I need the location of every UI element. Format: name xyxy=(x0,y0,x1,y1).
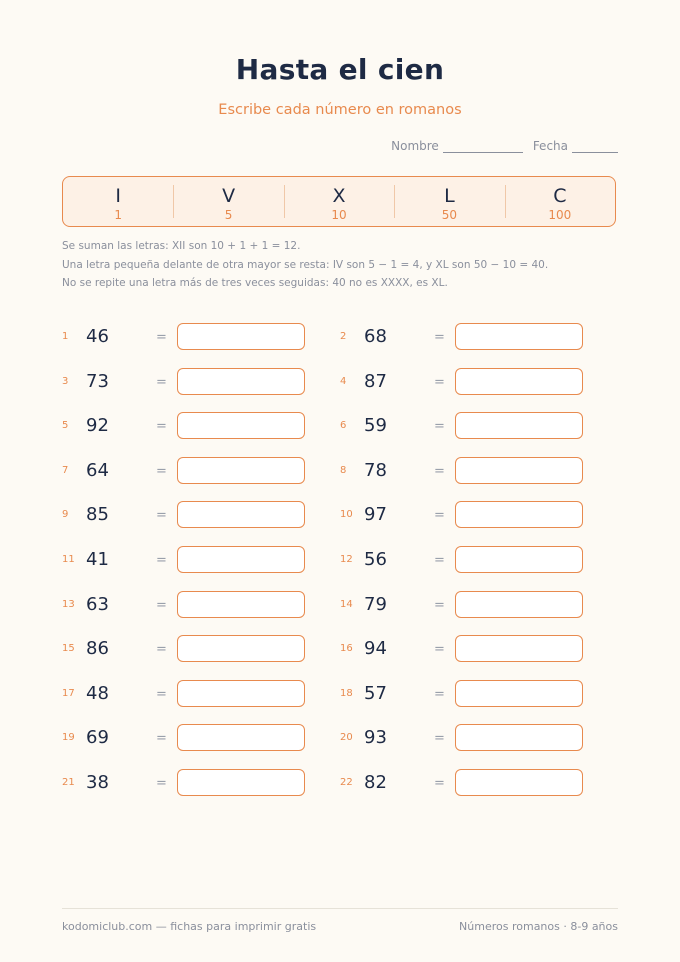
legend-cell xyxy=(505,177,615,226)
roman-numeral-legend xyxy=(62,176,616,227)
exercise-number: 3 xyxy=(62,375,69,387)
exercise-item xyxy=(340,769,600,799)
exercise-item xyxy=(340,724,600,754)
legend-cell xyxy=(173,177,283,226)
rules-text xyxy=(62,237,548,293)
name-date-fields xyxy=(391,139,618,153)
footer-divider xyxy=(62,908,618,909)
rule-line: Una letra pequeña delante de otra mayor se resta: IV son 5 − 1 = 4, y XL son 50 − 10 = 40. xyxy=(62,258,549,271)
date-label: Fecha xyxy=(532,139,568,153)
equals-sign: = xyxy=(156,731,167,747)
equals-sign: = xyxy=(156,686,167,702)
answer-box[interactable] xyxy=(455,412,583,439)
exercise-number: 12 xyxy=(340,554,353,565)
exercise-item xyxy=(62,546,322,576)
date-line[interactable] xyxy=(572,152,618,153)
equals-sign: = xyxy=(156,419,167,435)
legend-letter: C xyxy=(553,185,567,207)
answer-box[interactable] xyxy=(177,368,305,395)
exercise-value: 78 xyxy=(364,459,387,481)
answer-box[interactable] xyxy=(177,323,305,350)
answer-box[interactable] xyxy=(177,635,305,662)
legend-letter: I xyxy=(115,185,121,207)
answer-box[interactable] xyxy=(177,412,305,439)
exercise-item xyxy=(62,635,322,665)
answer-box[interactable] xyxy=(177,769,305,796)
answer-box[interactable] xyxy=(177,724,305,751)
page-title: Hasta el cien xyxy=(235,53,445,86)
exercise-value: 94 xyxy=(364,638,387,660)
exercise-value: 86 xyxy=(86,638,109,660)
equals-sign: = xyxy=(434,686,445,702)
equals-sign: = xyxy=(434,463,445,479)
exercise-value: 63 xyxy=(86,593,109,615)
rule-line: Se suman las letras: XII son 10 + 1 + 1 = 12. xyxy=(62,240,301,252)
exercise-item xyxy=(62,457,322,487)
page-subtitle: Escribe cada número en romanos xyxy=(218,102,462,118)
exercise-number: 21 xyxy=(62,777,75,788)
exercise-number: 17 xyxy=(62,687,75,699)
legend-cell xyxy=(63,177,173,226)
equals-sign: = xyxy=(434,731,445,747)
exercise-item xyxy=(340,412,600,442)
exercise-item xyxy=(340,591,600,621)
equals-sign: = xyxy=(434,330,445,345)
footer-site: kodomiclub.com — fichas para imprimir gratis xyxy=(62,920,317,933)
exercise-number: 9 xyxy=(62,509,69,521)
name-label: Nombre xyxy=(391,139,439,153)
legend-value: 5 xyxy=(224,208,233,222)
legend-cell xyxy=(394,177,504,226)
exercise-item xyxy=(340,323,600,353)
answer-box[interactable] xyxy=(455,501,583,528)
equals-sign: = xyxy=(156,508,167,524)
exercise-item xyxy=(62,412,322,442)
equals-sign: = xyxy=(156,553,167,568)
footer-topic: Números romanos · 8-9 años xyxy=(459,920,618,933)
answer-box[interactable] xyxy=(177,501,305,528)
exercise-number: 20 xyxy=(340,732,353,744)
exercise-value: 73 xyxy=(86,370,109,392)
exercise-value: 97 xyxy=(364,504,387,526)
exercise-value: 59 xyxy=(364,415,387,437)
exercise-value: 48 xyxy=(86,682,109,704)
exercise-value: 68 xyxy=(364,326,387,347)
exercise-value: 93 xyxy=(364,727,387,749)
exercise-number: 18 xyxy=(340,687,353,699)
legend-letter: V xyxy=(222,185,236,207)
equals-sign: = xyxy=(434,776,445,791)
exercise-value: 41 xyxy=(86,549,109,570)
exercise-item xyxy=(62,323,322,353)
exercise-number: 16 xyxy=(340,643,353,655)
equals-sign: = xyxy=(156,776,167,791)
legend-cell xyxy=(284,177,394,226)
exercise-number: 13 xyxy=(62,598,75,610)
exercise-value: 85 xyxy=(86,504,109,526)
exercise-item xyxy=(340,457,600,487)
legend-value: 50 xyxy=(441,208,458,222)
answer-box[interactable] xyxy=(455,724,583,751)
legend-value: 10 xyxy=(331,208,347,222)
rule-line: No se repite una letra más de tres veces seguidas: 40 no es XXXX, es XL. xyxy=(62,277,448,289)
answer-box[interactable] xyxy=(177,546,305,573)
equals-sign: = xyxy=(156,330,167,345)
exercise-item xyxy=(340,546,600,576)
exercise-value: 38 xyxy=(86,772,109,793)
exercise-value: 46 xyxy=(86,326,109,347)
exercise-number: 22 xyxy=(340,777,353,788)
equals-sign: = xyxy=(434,642,445,658)
exercise-value: 87 xyxy=(364,370,387,392)
exercise-number: 14 xyxy=(340,598,353,610)
equals-sign: = xyxy=(434,553,445,568)
exercise-number: 7 xyxy=(62,464,69,476)
equals-sign: = xyxy=(434,419,445,435)
exercise-number: 8 xyxy=(340,464,347,476)
exercise-value: 82 xyxy=(364,772,387,793)
exercise-item xyxy=(62,368,322,398)
legend-value: 1 xyxy=(114,208,123,222)
exercise-number: 11 xyxy=(62,554,75,565)
exercise-number: 10 xyxy=(340,509,353,521)
answer-box[interactable] xyxy=(455,546,583,573)
equals-sign: = xyxy=(434,597,445,613)
equals-sign: = xyxy=(156,642,167,658)
name-field[interactable] xyxy=(391,139,523,153)
exercise-item xyxy=(62,501,322,531)
answer-box[interactable] xyxy=(177,457,305,484)
equals-sign: = xyxy=(156,374,167,390)
equals-sign: = xyxy=(434,374,445,390)
exercise-number: 5 xyxy=(62,420,69,432)
exercise-value: 79 xyxy=(364,593,387,615)
exercise-number: 15 xyxy=(62,643,75,655)
answer-box[interactable] xyxy=(177,680,305,707)
exercise-value: 64 xyxy=(86,459,109,481)
exercise-item xyxy=(340,635,600,665)
answer-box[interactable] xyxy=(455,635,583,662)
exercise-item xyxy=(340,680,600,710)
exercise-item xyxy=(340,501,600,531)
equals-sign: = xyxy=(156,463,167,479)
exercise-number: 1 xyxy=(62,331,69,342)
legend-value: 100 xyxy=(548,208,572,222)
date-field[interactable] xyxy=(533,139,618,153)
legend-letter: L xyxy=(444,185,455,207)
answer-box[interactable] xyxy=(455,457,583,484)
equals-sign: = xyxy=(156,597,167,613)
answer-box[interactable] xyxy=(177,591,305,618)
exercise-item xyxy=(62,591,322,621)
exercise-item xyxy=(62,769,322,799)
exercise-number: 6 xyxy=(340,420,347,432)
answer-box[interactable] xyxy=(455,368,583,395)
exercise-value: 56 xyxy=(364,549,387,570)
answer-box[interactable] xyxy=(455,323,583,350)
exercise-value: 57 xyxy=(364,682,387,704)
exercise-number: 2 xyxy=(340,331,347,342)
equals-sign: = xyxy=(434,508,445,524)
legend-letter: X xyxy=(332,185,346,207)
exercise-value: 69 xyxy=(86,727,109,749)
answer-box[interactable] xyxy=(455,769,583,796)
exercise-number: 4 xyxy=(340,375,347,387)
exercise-item xyxy=(62,724,322,754)
exercise-item xyxy=(340,368,600,398)
exercise-number: 19 xyxy=(62,732,75,744)
answer-box[interactable] xyxy=(455,591,583,618)
answer-box[interactable] xyxy=(455,680,583,707)
name-line[interactable] xyxy=(443,152,523,153)
exercise-item xyxy=(62,680,322,710)
exercise-value: 92 xyxy=(86,415,109,437)
